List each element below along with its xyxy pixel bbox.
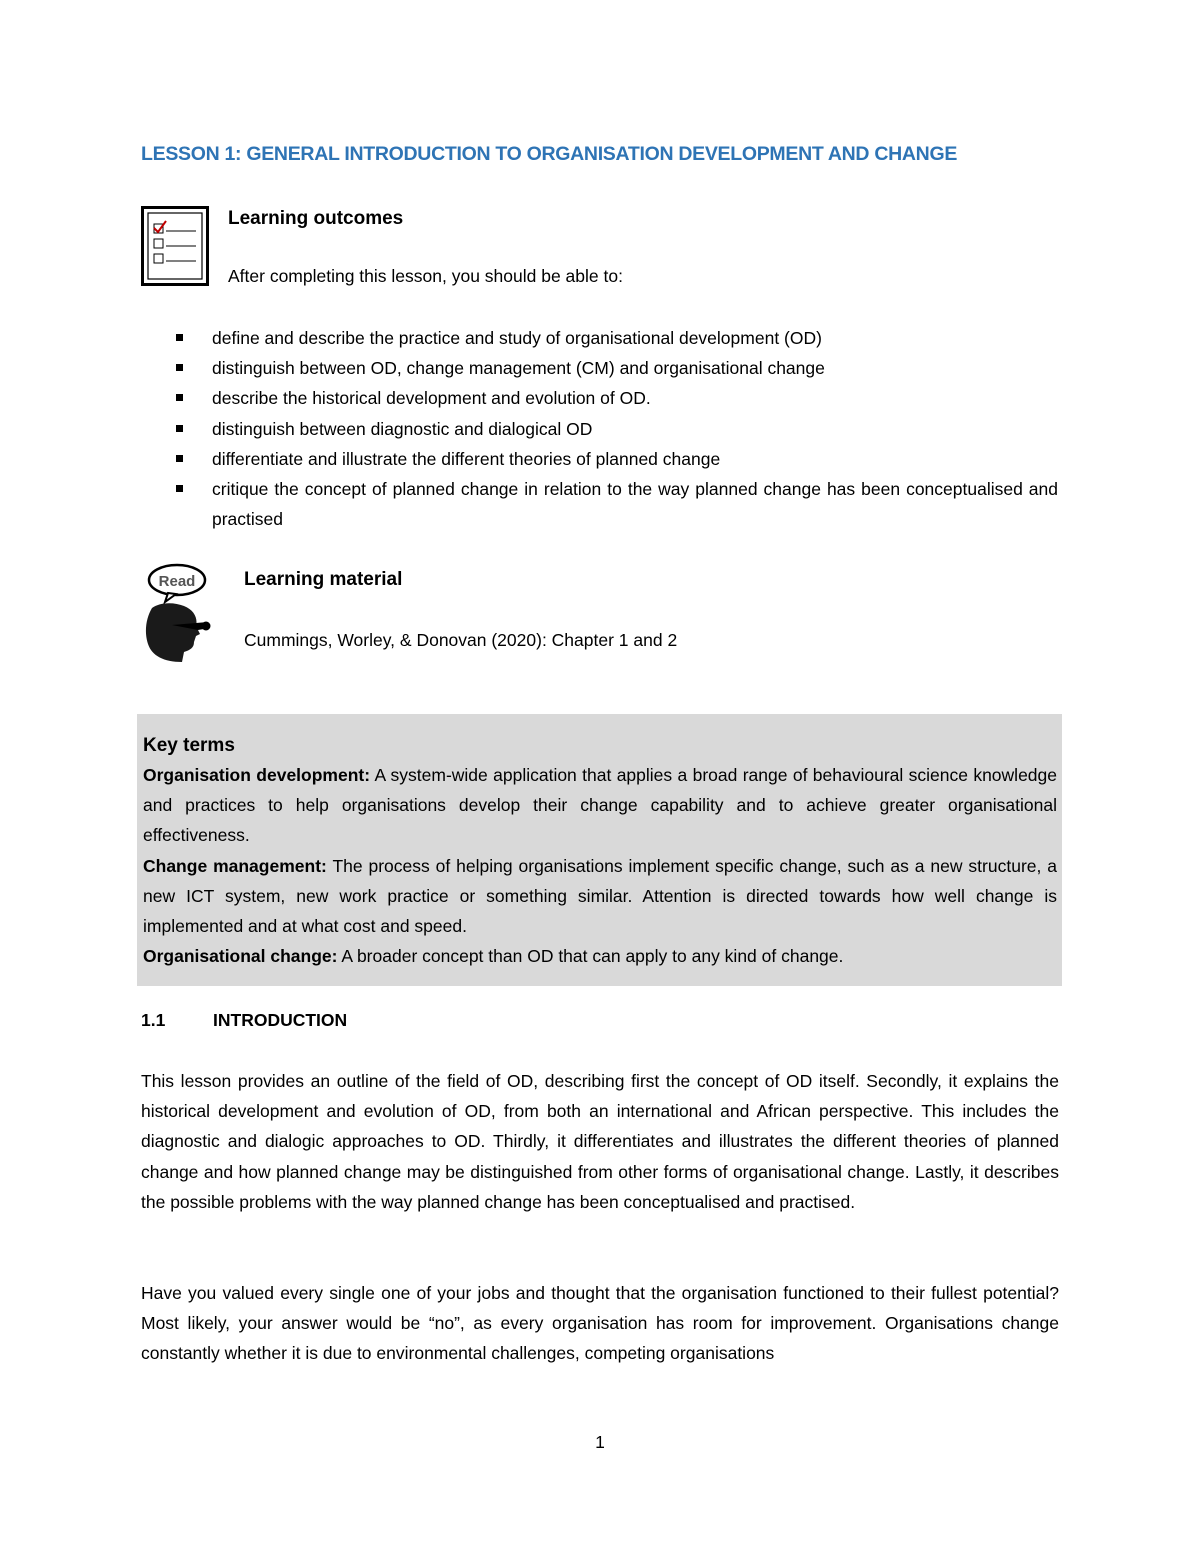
key-term-entry bbox=[143, 941, 1057, 971]
bullet-icon bbox=[176, 334, 183, 341]
list-item: distinguish between OD, change management (CM) and organisational change bbox=[176, 353, 1058, 383]
key-terms-box bbox=[137, 714, 1062, 986]
key-term-label: Organisation development: bbox=[143, 765, 371, 785]
learning-outcomes-intro: After completing this lesson, you should be able to: bbox=[228, 266, 623, 286]
checklist-icon bbox=[141, 206, 209, 286]
learning-material-reference: Cummings, Worley, & Donovan (2020): Chapter 1 and 2 bbox=[244, 630, 678, 650]
list-item: distinguish between diagnostic and dialogical OD bbox=[176, 414, 1058, 444]
bullet-icon bbox=[176, 425, 183, 432]
body-paragraph: This lesson provides an outline of the field of OD, describing first the concept of OD itself. Secondly, it explains the historical development and evolution of OD, from both an international and African perspective. This includes the diagnostic and dialogic approaches to OD. Thirdly, it differentiates and illustrates the different theories of planned change and how planned change may be distinguished from other forms of organisational change. Lastly, it describes the possible problems with the way planned change has been conceptualised and practised. bbox=[141, 1071, 1059, 1212]
key-term-entry bbox=[143, 851, 1057, 942]
list-item: differentiate and illustrate the different theories of planned change bbox=[176, 444, 1058, 474]
key-term-definition: A system-wide application that applies a broad range of behavioural science knowledge and practices to help organisations develop their change capability and to achieve greater organisational effectiveness. bbox=[143, 765, 1057, 846]
key-term-label: Change management: bbox=[143, 855, 327, 876]
bullet-icon bbox=[176, 485, 183, 492]
list-item: critique the concept of planned change in relation to the way planned change has been conceptualised and practised bbox=[176, 474, 1058, 534]
key-term-definition: The process of helping organisations implement specific change, such as a new structure, a new ICT system, new work practice or something similar. Attention is directed towards how well change is implemented and at what cost and speed. bbox=[143, 855, 1058, 937]
bullet-icon bbox=[176, 455, 183, 462]
key-terms-heading: Key terms bbox=[143, 735, 235, 756]
list-item: define and describe the practice and study of organisational development (OD) bbox=[176, 323, 1058, 353]
bullet-icon bbox=[176, 394, 183, 401]
key-term-entry bbox=[143, 760, 1057, 851]
key-term-definition: A broader concept than OD that can apply to any kind of change. bbox=[337, 946, 844, 967]
learning-outcomes-list bbox=[176, 323, 1058, 534]
learning-outcomes-heading: Learning outcomes bbox=[228, 208, 404, 229]
section-number: 1.1 bbox=[141, 1010, 166, 1030]
read-bubble-label: Read bbox=[158, 573, 196, 590]
section-heading bbox=[141, 1010, 347, 1031]
section-title: INTRODUCTION bbox=[213, 1010, 348, 1030]
key-term-label: Organisational change: bbox=[143, 946, 338, 967]
page-number: 1 bbox=[595, 1432, 605, 1452]
list-item: describe the historical development and evolution of OD. bbox=[176, 383, 1058, 413]
body-paragraph: Have you valued every single one of your jobs and thought that the organisation functioned to their fullest potential? Most likely, your answer would be “no”, as every organisation has room for improvement. Organisations change constantly whether it is due to environmental challenges, competing organisations bbox=[141, 1283, 1059, 1364]
learning-material-heading: Learning material bbox=[244, 569, 403, 590]
bullet-icon bbox=[176, 364, 183, 371]
reading-head-icon bbox=[138, 562, 218, 662]
lesson-title: LESSON 1: GENERAL INTRODUCTION TO ORGANISATION DEVELOPMENT AND CHANGE bbox=[141, 143, 958, 165]
